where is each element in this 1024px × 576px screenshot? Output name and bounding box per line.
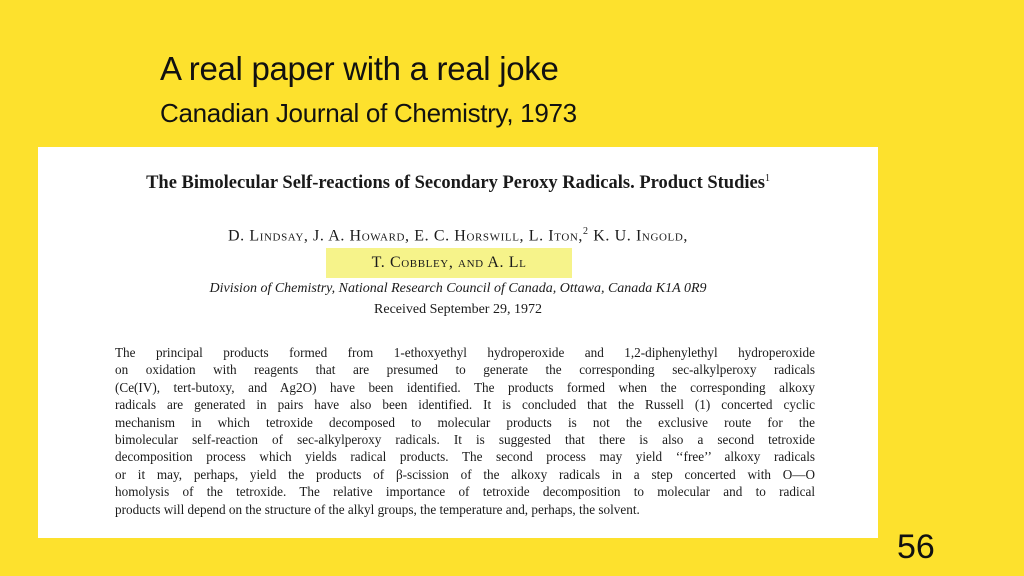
paper-title-footnote: 1 xyxy=(764,173,770,184)
abstract-line: products will depend on the structure of the alkyl groups, the temperature and, perhaps, the solvent. xyxy=(115,501,640,517)
abstract-line: The principal products formed from 1-ethoxyethyl hydroperoxide and 1,2-diphenylethyl hydroperoxide xyxy=(115,345,815,360)
page-number: 56 xyxy=(897,528,935,566)
authors-line-2-highlight: T. Cobbley, and A. Ll xyxy=(326,248,572,278)
authors-line-1-part-b: K. U. Ingold, xyxy=(593,227,688,245)
affiliation: Division of Chemistry, National Research Council of Canada, Ottawa, Canada K1A 0R9 xyxy=(209,281,707,296)
abstract-line: on oxidation with reagents that are presumed to generate the corresponding sec-alkylperoxy radicals xyxy=(115,362,815,378)
authors-line-1 xyxy=(38,226,878,245)
abstract-line: homolysis of the tetroxide. The relative importance of tetroxide decomposition to molecular and to radical xyxy=(115,484,815,500)
abstract-line: (Ce(IV), tert-butoxy, and Ag2O) have been identified. The products formed when the corresponding alkoxy xyxy=(115,379,815,395)
paper-title xyxy=(38,173,878,194)
slide-subtitle: Canadian Journal of Chemistry, 1973 xyxy=(160,98,577,128)
paper-excerpt-image xyxy=(38,147,878,538)
abstract-line: mechanism in which tetroxide decomposed to molecular products is not the exclusive route for the xyxy=(115,414,815,430)
slide-title: A real paper with a real joke xyxy=(160,50,559,87)
authors-line-1-part-a: D. Lindsay, J. A. Howard, E. C. Horswill, L. Iton, xyxy=(227,227,584,245)
abstract xyxy=(101,344,815,518)
abstract-line: decomposition process which yields radical products. The second process may yield ‘‘free’’ alkoxy radicals xyxy=(115,449,815,465)
paper-title-text: The Bimolecular Self-reactions of Secondary Peroxy Radicals. Product Studies xyxy=(146,173,765,194)
abstract-line: radicals are generated in pairs have also been identified. It is concluded that the Russell (1) concerted cyclic xyxy=(115,397,815,413)
abstract-line: bimolecular self-reaction of sec-alkylperoxy radicals. It is suggested that there is also a second tetroxide xyxy=(115,432,815,448)
abstract-line: or it may, perhaps, yield the products of β-scission of the alkoxy radicals in a step concerted with O—O xyxy=(115,466,815,482)
author-footnote-marker: 2 xyxy=(583,226,589,237)
received-date: Received September 29, 1972 xyxy=(374,302,542,317)
